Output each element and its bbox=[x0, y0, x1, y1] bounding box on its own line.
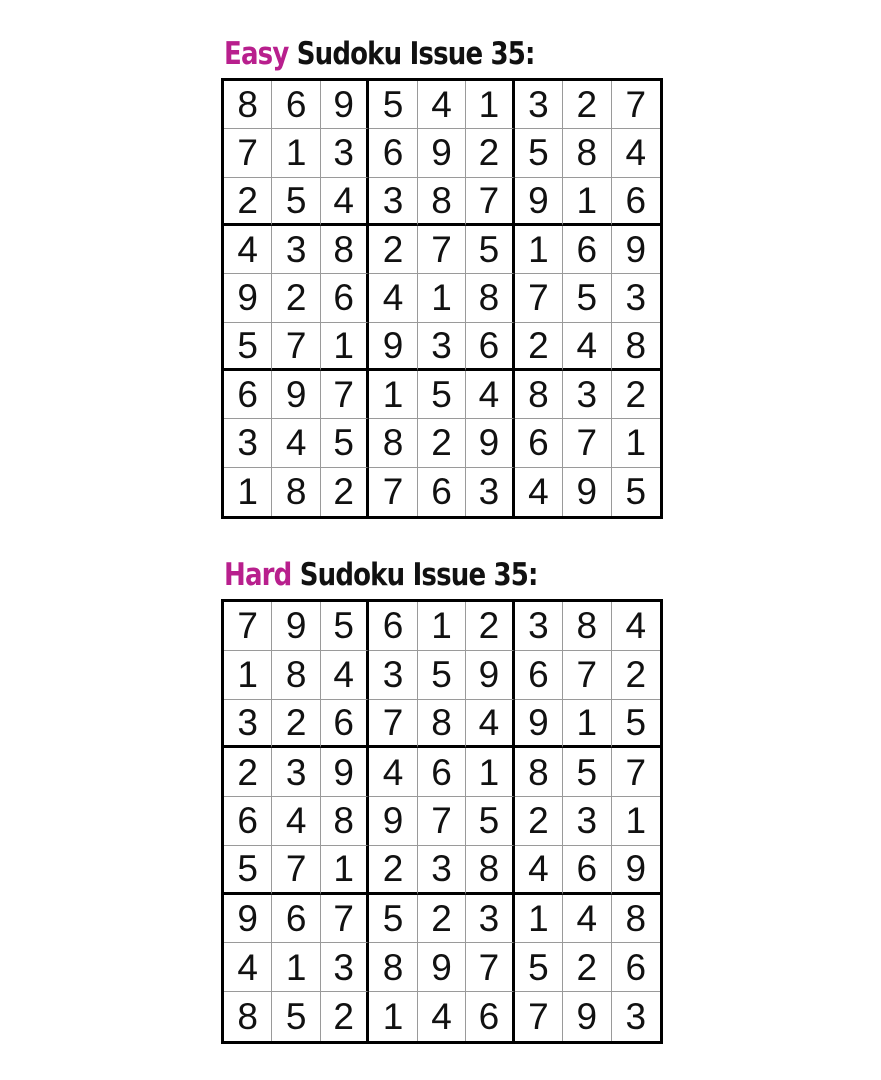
sudoku-cell: 1 bbox=[272, 943, 320, 992]
sudoku-cell: 9 bbox=[369, 797, 417, 846]
sudoku-cell: 2 bbox=[515, 797, 563, 846]
sudoku-cell: 4 bbox=[224, 943, 272, 992]
sudoku-cell: 6 bbox=[321, 700, 369, 749]
sudoku-cell: 1 bbox=[563, 700, 611, 749]
sudoku-cell: 4 bbox=[466, 700, 514, 749]
sudoku-cell: 3 bbox=[272, 226, 320, 274]
sudoku-cell: 1 bbox=[515, 226, 563, 274]
sudoku-cell: 6 bbox=[418, 468, 466, 516]
sudoku-cell: 6 bbox=[369, 602, 417, 651]
sudoku-cell: 4 bbox=[563, 895, 611, 944]
sudoku-cell: 7 bbox=[321, 371, 369, 419]
sudoku-cell: 5 bbox=[369, 895, 417, 944]
sudoku-cell: 5 bbox=[272, 178, 320, 226]
sudoku-cell: 1 bbox=[321, 846, 369, 895]
sudoku-cell: 9 bbox=[369, 323, 417, 371]
hard-puzzle-title bbox=[224, 555, 538, 595]
sudoku-cell: 9 bbox=[418, 129, 466, 177]
sudoku-cell: 6 bbox=[272, 81, 320, 129]
easy-puzzle-title bbox=[224, 34, 535, 74]
issue-label: Sudoku Issue 35: bbox=[296, 36, 535, 72]
sudoku-cell: 2 bbox=[612, 651, 660, 700]
sudoku-cell: 7 bbox=[612, 748, 660, 797]
sudoku-cell: 6 bbox=[515, 651, 563, 700]
sudoku-cell: 7 bbox=[466, 943, 514, 992]
sudoku-cell: 8 bbox=[321, 226, 369, 274]
sudoku-grid bbox=[221, 599, 663, 1044]
sudoku-cell: 2 bbox=[321, 992, 369, 1041]
sudoku-cell: 5 bbox=[418, 371, 466, 419]
sudoku-cell: 3 bbox=[563, 371, 611, 419]
sudoku-cell: 6 bbox=[612, 178, 660, 226]
sudoku-cell: 8 bbox=[466, 274, 514, 322]
sudoku-cell: 2 bbox=[466, 602, 514, 651]
sudoku-cell: 3 bbox=[625, 996, 647, 1038]
sudoku-cell: 3 bbox=[515, 602, 563, 651]
sudoku-cell: 6 bbox=[224, 371, 272, 419]
sudoku-cell: 4 bbox=[321, 651, 369, 700]
sudoku-cell: 9 bbox=[466, 419, 514, 467]
sudoku-cell: 1 bbox=[321, 323, 369, 371]
sudoku-cell: 3 bbox=[563, 797, 611, 846]
sudoku-cell: 3 bbox=[369, 651, 417, 700]
sudoku-cell: 1 bbox=[515, 895, 563, 944]
sudoku-cell: 1 bbox=[612, 797, 660, 846]
sudoku-cell: 7 bbox=[369, 700, 417, 749]
sudoku-grid bbox=[221, 78, 663, 519]
sudoku-cell: 6 bbox=[321, 274, 369, 322]
sudoku-cell: 2 bbox=[515, 323, 563, 371]
sudoku-cell: 5 bbox=[272, 992, 320, 1041]
sudoku-cell: 4 bbox=[369, 748, 417, 797]
sudoku-cell: 6 bbox=[563, 846, 611, 895]
sudoku-cell: 8 bbox=[272, 651, 320, 700]
sudoku-cell: 6 bbox=[272, 895, 320, 944]
sudoku-cell: 8 bbox=[224, 81, 272, 129]
sudoku-cell: 1 bbox=[369, 992, 417, 1041]
sudoku-cell: 1 bbox=[224, 468, 272, 516]
sudoku-cell: 3 bbox=[224, 700, 272, 749]
sudoku-cell: 6 bbox=[369, 129, 417, 177]
sudoku-cell: 7 bbox=[224, 602, 272, 651]
sudoku-cell: 7 bbox=[418, 226, 466, 274]
sudoku-cell: 5 bbox=[369, 81, 417, 129]
sudoku-cell: 8 bbox=[466, 846, 514, 895]
sudoku-cell: 3 bbox=[321, 129, 369, 177]
sudoku-cell: 4 bbox=[272, 797, 320, 846]
difficulty-label: Easy bbox=[224, 36, 289, 72]
sudoku-cell: 7 bbox=[272, 846, 320, 895]
sudoku-cell: 8 bbox=[563, 602, 611, 651]
sudoku-cell: 7 bbox=[563, 419, 611, 467]
sudoku-cell: 3 bbox=[272, 748, 320, 797]
sudoku-cell: 1 bbox=[563, 178, 611, 226]
sudoku-cell: 9 bbox=[321, 748, 369, 797]
sudoku-cell: 1 bbox=[418, 602, 466, 651]
sudoku-cell: 4 bbox=[272, 419, 320, 467]
sudoku-cell: 7 bbox=[515, 992, 563, 1041]
sudoku-cell: 1 bbox=[272, 129, 320, 177]
sudoku-cell: 4 bbox=[321, 178, 369, 226]
sudoku-cell: 5 bbox=[466, 226, 514, 274]
sudoku-cell: 2 bbox=[418, 419, 466, 467]
sudoku-cell: 2 bbox=[563, 943, 611, 992]
sudoku-cell: 3 bbox=[321, 943, 369, 992]
sudoku-cell: 4 bbox=[224, 226, 272, 274]
sudoku-cell: 6 bbox=[515, 419, 563, 467]
sudoku-cell: 7 bbox=[369, 468, 417, 516]
sudoku-cell: 4 bbox=[418, 81, 466, 129]
sudoku-cell: 5 bbox=[321, 419, 369, 467]
sudoku-cell: 3 bbox=[515, 81, 563, 129]
sudoku-cell: 4 bbox=[418, 992, 466, 1041]
sudoku-cell: 5 bbox=[625, 471, 647, 513]
sudoku-cell: 2 bbox=[418, 895, 466, 944]
sudoku-cell: 1 bbox=[224, 651, 272, 700]
sudoku-cell: 1 bbox=[466, 81, 514, 129]
sudoku-cell: 9 bbox=[321, 81, 369, 129]
sudoku-cell: 9 bbox=[515, 700, 563, 749]
sudoku-cell: 2 bbox=[224, 748, 272, 797]
sudoku-cell: 8 bbox=[418, 178, 466, 226]
sudoku-cell: 3 bbox=[369, 178, 417, 226]
sudoku-cell: 8 bbox=[612, 895, 660, 944]
sudoku-cell: 4 bbox=[466, 371, 514, 419]
sudoku-cell: 8 bbox=[272, 468, 320, 516]
sudoku-cell: 4 bbox=[369, 274, 417, 322]
sudoku-cell: 2 bbox=[612, 371, 660, 419]
sudoku-cell: 8 bbox=[515, 748, 563, 797]
sudoku-cell: 3 bbox=[612, 274, 660, 322]
sudoku-cell: 3 bbox=[224, 419, 272, 467]
sudoku-cell: 1 bbox=[369, 371, 417, 419]
sudoku-cell: 2 bbox=[369, 846, 417, 895]
sudoku-cell: 5 bbox=[515, 943, 563, 992]
sudoku-cell: 1 bbox=[418, 274, 466, 322]
sudoku-cell: 2 bbox=[272, 700, 320, 749]
sudoku-cell: 4 bbox=[515, 468, 563, 516]
sudoku-cell: 8 bbox=[224, 992, 272, 1041]
sudoku-cell: 3 bbox=[418, 846, 466, 895]
sudoku-cell: 2 bbox=[563, 81, 611, 129]
difficulty-label: Hard bbox=[224, 557, 292, 593]
sudoku-cell: 5 bbox=[466, 797, 514, 846]
sudoku-cell: 7 bbox=[466, 178, 514, 226]
sudoku-cell: 2 bbox=[224, 178, 272, 226]
sudoku-cell: 6 bbox=[466, 992, 514, 1041]
sudoku-cell: 8 bbox=[369, 419, 417, 467]
sudoku-cell: 9 bbox=[466, 651, 514, 700]
sudoku-cell: 6 bbox=[418, 748, 466, 797]
sudoku-cell: 7 bbox=[321, 895, 369, 944]
sudoku-cell: 4 bbox=[515, 846, 563, 895]
sudoku-cell: 5 bbox=[563, 748, 611, 797]
sudoku-cell: 1 bbox=[466, 748, 514, 797]
sudoku-cell: 2 bbox=[272, 274, 320, 322]
sudoku-cell: 3 bbox=[418, 323, 466, 371]
sudoku-cell: 9 bbox=[272, 371, 320, 419]
sudoku-cell: 4 bbox=[612, 602, 660, 651]
sudoku-cell: 8 bbox=[369, 943, 417, 992]
sudoku-cell: 7 bbox=[418, 797, 466, 846]
sudoku-cell: 9 bbox=[612, 226, 660, 274]
sudoku-cell: 5 bbox=[612, 700, 660, 749]
sudoku-cell: 3 bbox=[466, 468, 514, 516]
sudoku-cell: 3 bbox=[466, 895, 514, 944]
sudoku-cell: 9 bbox=[563, 992, 611, 1041]
sudoku-cell: 8 bbox=[321, 797, 369, 846]
sudoku-cell: 8 bbox=[563, 129, 611, 177]
issue-label: Sudoku Issue 35: bbox=[299, 557, 538, 593]
sudoku-cell: 5 bbox=[418, 651, 466, 700]
sudoku-cell: 7 bbox=[272, 323, 320, 371]
sudoku-cell: 9 bbox=[563, 468, 611, 516]
sudoku-cell: 5 bbox=[224, 846, 272, 895]
sudoku-cell: 7 bbox=[563, 651, 611, 700]
sudoku-cell: 9 bbox=[224, 274, 272, 322]
sudoku-cell: 9 bbox=[612, 846, 660, 895]
sudoku-cell: 6 bbox=[466, 323, 514, 371]
sudoku-cell: 6 bbox=[224, 797, 272, 846]
sudoku-cell: 4 bbox=[612, 129, 660, 177]
sudoku-cell: 5 bbox=[321, 602, 369, 651]
sudoku-cell: 8 bbox=[418, 700, 466, 749]
sudoku-cell: 5 bbox=[515, 129, 563, 177]
sudoku-cell: 4 bbox=[563, 323, 611, 371]
sudoku-cell: 6 bbox=[563, 226, 611, 274]
sudoku-cell: 9 bbox=[418, 943, 466, 992]
sudoku-cell: 9 bbox=[272, 602, 320, 651]
sudoku-cell: 2 bbox=[369, 226, 417, 274]
sudoku-cell: 7 bbox=[612, 81, 660, 129]
sudoku-cell: 9 bbox=[515, 178, 563, 226]
sudoku-cell: 8 bbox=[612, 323, 660, 371]
sudoku-cell: 7 bbox=[515, 274, 563, 322]
sudoku-cell: 9 bbox=[224, 895, 272, 944]
sudoku-cell: 5 bbox=[563, 274, 611, 322]
sudoku-cell: 1 bbox=[612, 419, 660, 467]
sudoku-cell: 8 bbox=[515, 371, 563, 419]
sudoku-cell: 5 bbox=[224, 323, 272, 371]
sudoku-cell: 6 bbox=[612, 943, 660, 992]
sudoku-cell: 7 bbox=[224, 129, 272, 177]
sudoku-cell: 2 bbox=[321, 468, 369, 516]
sudoku-cell: 2 bbox=[466, 129, 514, 177]
